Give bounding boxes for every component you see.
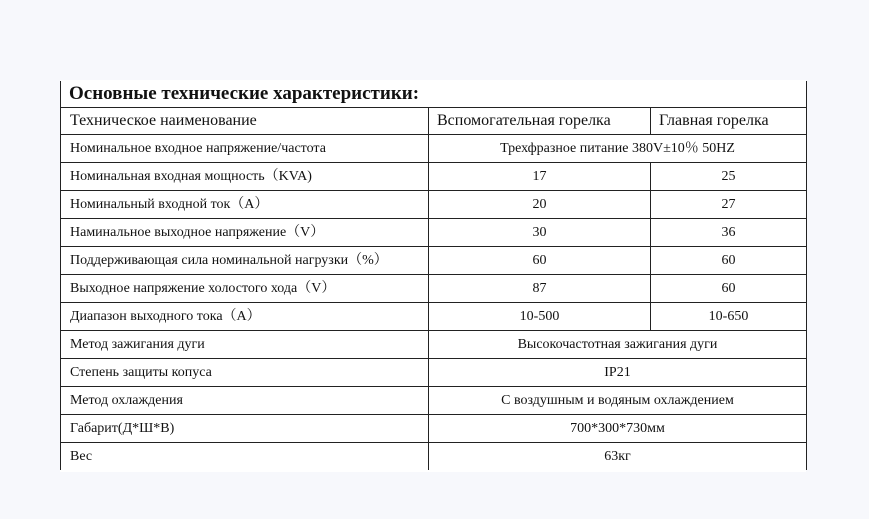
table-row <box>61 275 807 303</box>
row-main-value: 25 <box>651 163 807 191</box>
table-row <box>61 359 807 387</box>
row-name: Габарит(Д*Ш*В) <box>61 415 429 443</box>
table-row <box>61 219 807 247</box>
header-auxiliary: Вспомогательная горелка <box>429 108 651 135</box>
table-title-row <box>61 81 807 108</box>
row-name: Номинальная входная мощность（KVA) <box>61 163 429 191</box>
header-name: Техническое наименование <box>61 108 429 135</box>
row-auxiliary-value: 87 <box>429 275 651 303</box>
row-main-value: 36 <box>651 219 807 247</box>
row-name: Поддерживающая сила номинальной нагрузки（%） <box>61 247 429 275</box>
row-merged-value: 63кг <box>429 443 807 471</box>
row-name: Диапазон выходного тока（A） <box>61 303 429 331</box>
row-name: Метод зажигания дуги <box>61 331 429 359</box>
row-auxiliary-value: 30 <box>429 219 651 247</box>
table-row <box>61 415 807 443</box>
row-auxiliary-value: 10-500 <box>429 303 651 331</box>
row-main-value: 60 <box>651 275 807 303</box>
row-main-value: 27 <box>651 191 807 219</box>
spec-table <box>60 81 807 470</box>
row-auxiliary-value: 60 <box>429 247 651 275</box>
row-name: Степень защиты копуса <box>61 359 429 387</box>
table-row <box>61 443 807 471</box>
row-auxiliary-value: 20 <box>429 191 651 219</box>
row-merged-value: 700*300*730мм <box>429 415 807 443</box>
table-row <box>61 191 807 219</box>
row-name: Метод охлаждения <box>61 387 429 415</box>
row-main-value: 10-650 <box>651 303 807 331</box>
row-name: Наминальное выходное напряжение（V） <box>61 219 429 247</box>
row-merged-value: Высокочастотная зажигания дуги <box>429 331 807 359</box>
table-title: Основные технические характеристики: <box>61 81 807 108</box>
table-header-row <box>61 108 807 135</box>
row-auxiliary-value: 17 <box>429 163 651 191</box>
row-name: Номинальный входной ток（A） <box>61 191 429 219</box>
table-row <box>61 331 807 359</box>
table-row <box>61 163 807 191</box>
row-name: Выходное напряжение холостого хода（V） <box>61 275 429 303</box>
row-main-value: 60 <box>651 247 807 275</box>
table-row <box>61 247 807 275</box>
row-merged-value: IP21 <box>429 359 807 387</box>
row-merged-value: С воздушным и водяным охлаждением <box>429 387 807 415</box>
row-name: Номинальное входное напряжение/частота <box>61 135 429 163</box>
table-row <box>61 387 807 415</box>
table-row <box>61 135 807 163</box>
row-name: Вес <box>61 443 429 471</box>
header-main: Главная горелка <box>651 108 807 135</box>
table-row <box>61 303 807 331</box>
row-merged-value: Трехфразное питание 380V±10％ 50HZ <box>429 135 807 163</box>
